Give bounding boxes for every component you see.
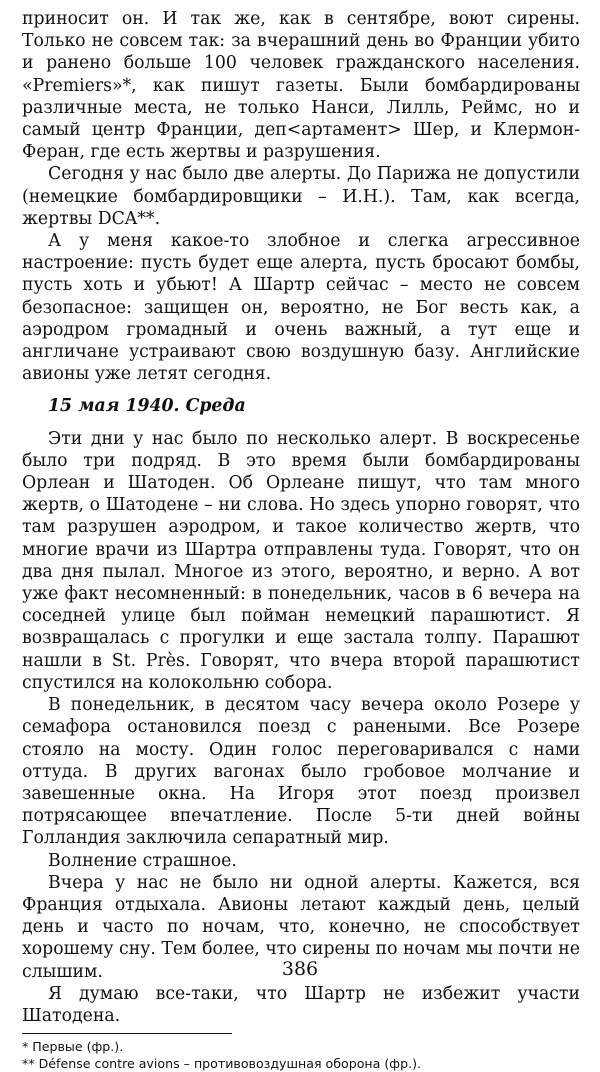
footnote-divider: [22, 1033, 232, 1034]
date-heading: 15 мая 1940. Среда: [48, 396, 246, 417]
footnote-2: ** Défense contre avions – противовоздушная оборона (фр.).: [22, 1056, 421, 1072]
paragraph-alerts: Сегодня у нас было две алерты. До Парижа не допустили (немецкие бомбардировщики – И.Н.). Там, как всегда, жертвы DCA**.: [22, 164, 580, 229]
paragraph-emotion: Волнение страшное.: [48, 850, 237, 871]
paragraph-train: В понедельник, в десятом часу вечера около Розере у семафора остановился поезд с ранеными. Все Розере стояло на мосту. Один голос переговаривался с нами оттуда. В других вагонах было гробовое молчание и завешенные окна. На Игоря этот поезд произвел потрясающее впечатление. После 5-ти дней войны Голландия заключила сепаратный мир.: [22, 695, 580, 849]
paragraph-no-alerts: Вчера у нас не было ни одной алерты. Кажется, вся Франция отдыхала. Авионы летают каждый день, целый день и часто по ночам, что, конечно, не способствует хорошему сну. Тем более, что сирены по ночам мы почти не слышим.: [22, 872, 580, 982]
paragraph-mood: А у меня какое-то злобное и слегка агрессивное настроение: пусть будет еще алерта, пусть бросают бомбы, пусть хоть и убьют! А Шартр сейчас – место не совсем безопасное: защищен он, вероятно, не Бог весть как, а аэродром громадный и очень важный, а тут еще и англичане устраивают свою воздушную базу. Английские авионы уже летят сегодня.: [22, 231, 580, 385]
paragraph-chartres: Я думаю все-таки, что Шартр не избежит участи Шатодена.: [22, 983, 580, 1026]
paragraph-bombings: Эти дни у нас было по несколько алерт. В воскресенье было три подряд. В это время были бомбардированы Орлеан и Шатоден. Об Орлеане пишут, что там много жертв, о Шатодене – ни слова. Но здесь упорно говорят, что там разрушен аэродром, и такое количество жертв, что многие врачи из Шартра отправлены туда. Говорят, что он два дня пылал. Многое из этого, вероятно, и верно. А вот уже факт несомненный: в понедельник, часов в 6 вечера на соседней улице был пойман немецкий парашютист. Я возвращалась с прогулки и еще застала толпу. Парашют нашли в St. Près. Говорят, что вчера второй парашютист спустился на колокольню собора.: [22, 428, 580, 693]
page-number: 386: [281, 958, 319, 980]
paragraph-continued: приносит он. И так же, как в сентябре, воют сирены. Только не совсем так: за вчерашний день во Франции убито и ранено больше 100 человек гражданского населения. «Premiers»*, как пишут газеты. Были бомбардированы различные места, не только Нанси, Лилль, Реймс, но и самый центр Франции, деп<артамент> Шер, и Клермон-Феран, где есть жертвы и разрушения.: [22, 9, 580, 163]
footnote-1: * Первые (фр.).: [22, 1039, 124, 1055]
